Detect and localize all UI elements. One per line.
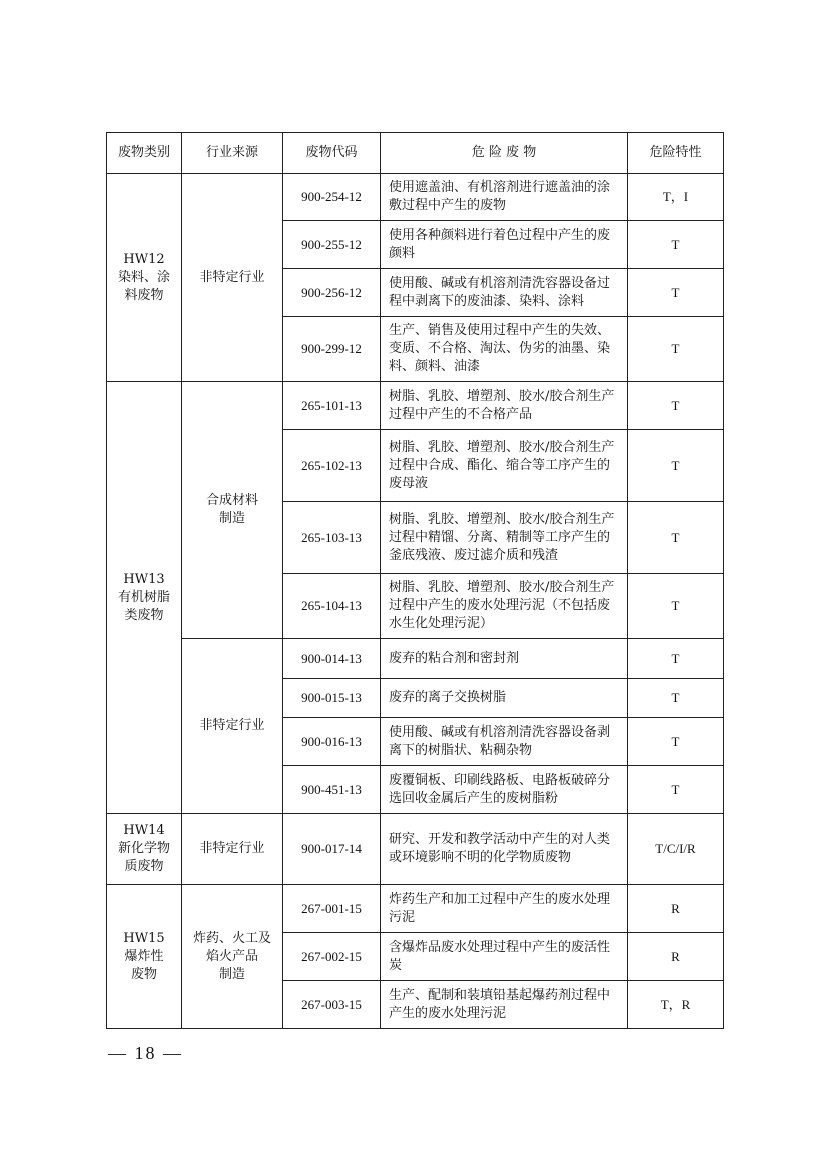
waste-description-cell: 使用遮盖油、有机溶剂进行遮盖油的涂敷过程中产生的废物 [381,174,628,221]
waste-description-cell: 废覆铜板、印刷线路板、电路板破碎分选回收金属后产生的废树脂粉 [381,766,628,814]
header-property: 危险特性 [628,133,724,174]
waste-code-cell: 265-104-13 [283,574,381,639]
hazard-property-cell: T [628,639,724,679]
waste-code-cell: 900-255-12 [283,221,381,269]
industry-cell: 合成材料 制造 [182,382,283,639]
waste-description-cell: 废弃的粘合剂和密封剂 [381,639,628,679]
category-cell: HW12 染料、涂 料废物 [107,174,182,382]
page-number: — 18 — [108,1043,183,1063]
waste-description-cell: 树脂、乳胶、增塑剂、胶水/胶合剂生产过程中产生的废水处理污泥（不包括废水生化处理污泥） [381,574,628,639]
waste-description-cell: 树脂、乳胶、增塑剂、胶水/胶合剂生产过程中合成、酯化、缩合等工序产生的废母液 [381,430,628,502]
table-row [107,174,724,221]
waste-description-cell: 使用酸、碱或有机溶剂清洗容器设备过程中剥离下的废油漆、染料、涂料 [381,269,628,317]
hazard-property-cell: T [628,221,724,269]
hazard-property-cell: T [628,430,724,502]
header-category: 废物类别 [107,133,182,174]
industry-cell: 炸药、火工及 焰火产品 制造 [182,885,283,1029]
waste-code-cell: 267-003-15 [283,981,381,1029]
waste-code-cell: 900-016-13 [283,718,381,766]
industry-cell: 非特定行业 [182,174,283,382]
hazard-property-cell: T [628,317,724,382]
hazard-property-cell: T [628,269,724,317]
header-industry: 行业来源 [182,133,283,174]
waste-code-cell: 265-101-13 [283,382,381,430]
table-row [107,639,724,679]
hazard-property-cell: T [628,382,724,430]
waste-code-cell: 267-001-15 [283,885,381,933]
hazard-property-cell: T，I [628,174,724,221]
header-waste: 危 险 废 物 [381,133,628,174]
header-code: 废物代码 [283,133,381,174]
waste-description-cell: 树脂、乳胶、增塑剂、胶水/胶合剂生产过程中产生的不合格产品 [381,382,628,430]
waste-code-cell: 900-017-14 [283,814,381,885]
hazard-property-cell: R [628,885,724,933]
waste-code-cell: 900-015-13 [283,679,381,718]
table-header-row [107,133,724,174]
waste-code-cell: 900-451-13 [283,766,381,814]
hazard-property-cell: T [628,718,724,766]
category-cell: HW14 新化学物 质废物 [107,814,182,885]
table-row [107,814,724,885]
waste-description-cell: 生产、配制和装填铅基起爆药剂过程中产生的废水处理污泥 [381,981,628,1029]
waste-code-cell: 900-256-12 [283,269,381,317]
table-body [107,174,724,1029]
table-row [107,885,724,933]
waste-description-cell: 含爆炸品废水处理过程中产生的废活性炭 [381,933,628,981]
waste-code-cell: 265-102-13 [283,430,381,502]
waste-description-cell: 使用酸、碱或有机溶剂清洗容器设备剥离下的树脂状、粘稠杂物 [381,718,628,766]
waste-description-cell: 炸药生产和加工过程中产生的废水处理污泥 [381,885,628,933]
waste-code-cell: 267-002-15 [283,933,381,981]
category-cell: HW15 爆炸性 废物 [107,885,182,1029]
hazard-property-cell: T [628,766,724,814]
category-cell: HW13 有机树脂 类废物 [107,382,182,814]
hazard-property-cell: T/C/I/R [628,814,724,885]
hazard-property-cell: T [628,679,724,718]
hazard-property-cell: T，R [628,981,724,1029]
hazardous-waste-table [106,132,724,1029]
waste-code-cell: 265-103-13 [283,502,381,574]
waste-code-cell: 900-299-12 [283,317,381,382]
waste-code-cell: 900-014-13 [283,639,381,679]
waste-description-cell: 废弃的离子交换树脂 [381,679,628,718]
waste-code-cell: 900-254-12 [283,174,381,221]
hazard-property-cell: R [628,933,724,981]
industry-cell: 非特定行业 [182,814,283,885]
hazard-property-cell: T [628,574,724,639]
industry-cell: 非特定行业 [182,639,283,814]
waste-description-cell: 生产、销售及使用过程中产生的失效、变质、不合格、淘汰、伪劣的油墨、染料、颜料、油漆 [381,317,628,382]
waste-description-cell: 树脂、乳胶、增塑剂、胶水/胶合剂生产过程中精馏、分离、精制等工序产生的釜底残液、废过滤介质和残渣 [381,502,628,574]
hazard-property-cell: T [628,502,724,574]
waste-description-cell: 研究、开发和教学活动中产生的对人类或环境影响不明的化学物质废物 [381,814,628,885]
table-row [107,382,724,430]
waste-description-cell: 使用各种颜料进行着色过程中产生的废颜料 [381,221,628,269]
